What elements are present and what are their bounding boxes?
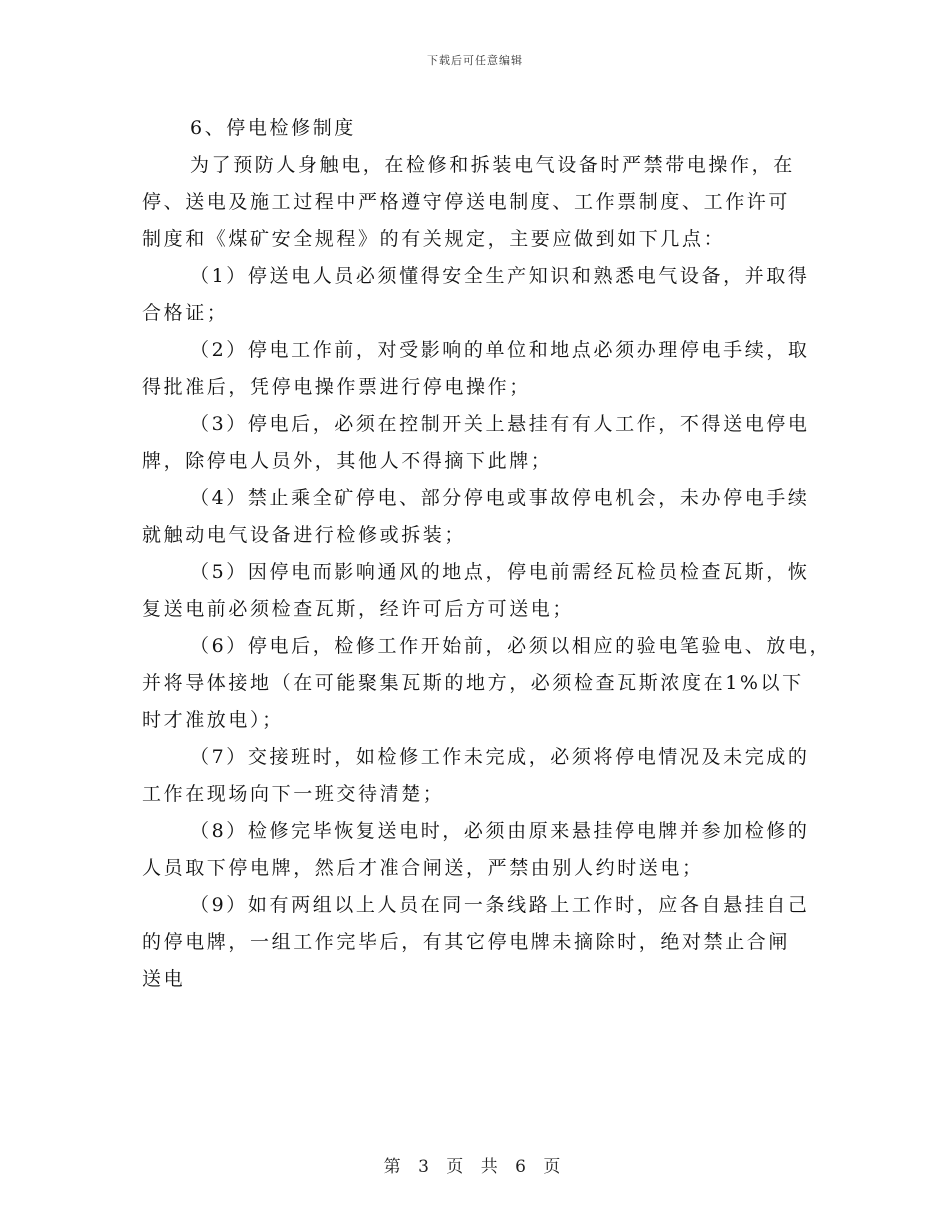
text-line: （5）因停电而影响通风的地点，停电前需经瓦检员检查瓦斯，恢 [190,561,810,583]
text-line: 得批准后，凭停电操作票进行停电操作； [142,376,531,398]
text-line: （6）停电后，检修工作开始前，必须以相应的验电笔验电、放电， [190,635,832,657]
text-line: 复送电前必须检查瓦斯，经许可后方可送电； [142,598,575,620]
text-line: 送电 [142,968,186,990]
text-line: 停、送电及施工过程中严格遵守停送电制度、工作票制度、工作许可 [142,191,791,213]
text-line: 工作在现场向下一班交待清楚； [142,783,445,805]
text-line: 时才准放电）； [142,709,284,731]
text-line: 并将导体接地（在可能聚集瓦斯的地方，必须检查瓦斯浓度在1%以下 [142,672,804,694]
section-title: 6、停电检修制度 [190,117,356,139]
text-line: 的停电牌，一组工作完毕后，有其它停电牌未摘除时，绝对禁止合闸 [142,931,791,953]
document-body [142,110,832,998]
paragraph-lines [142,147,832,998]
text-line: （1）停送电人员必须懂得安全生产知识和熟悉电气设备，并取得 [190,265,810,287]
text-line: 就触动电气设备进行检修或拆装； [142,524,467,546]
text-line: （8）检修完毕恢复送电时，必须由原来悬挂停电牌并参加检修的 [190,820,810,842]
page-header: 下载后可任意编辑 [427,54,523,67]
text-line: （7）交接班时，如检修工作未完成，必须将停电情况及未完成的 [190,746,810,768]
text-line: 牌，除停电人员外，其他人不得摘下此牌； [142,450,553,472]
text-line: 人员取下停电牌，然后才准合闸送，严禁由别人约时送电； [142,857,704,879]
text-line: 制度和《煤矿安全规程》的有关规定，主要应做到如下几点： [142,228,726,250]
text-line: （9）如有两组以上人员在同一条线路上工作时，应各自悬挂自己 [190,894,810,916]
page-footer: 第 3 页 共 6 页 [383,1157,567,1177]
text-line: （3）停电后，必须在控制开关上悬挂有有人工作，不得送电停电 [190,413,810,435]
text-line: （4）禁止乘全矿停电、部分停电或事故停电机会，未办停电手续 [190,487,810,509]
text-line: （2）停电工作前，对受影响的单位和地点必须办理停电手续，取 [190,339,810,361]
text-line: 合格证； [142,302,229,324]
text-line: 为了预防人身触电，在检修和拆装电气设备时严禁带电操作，在 [190,154,795,176]
